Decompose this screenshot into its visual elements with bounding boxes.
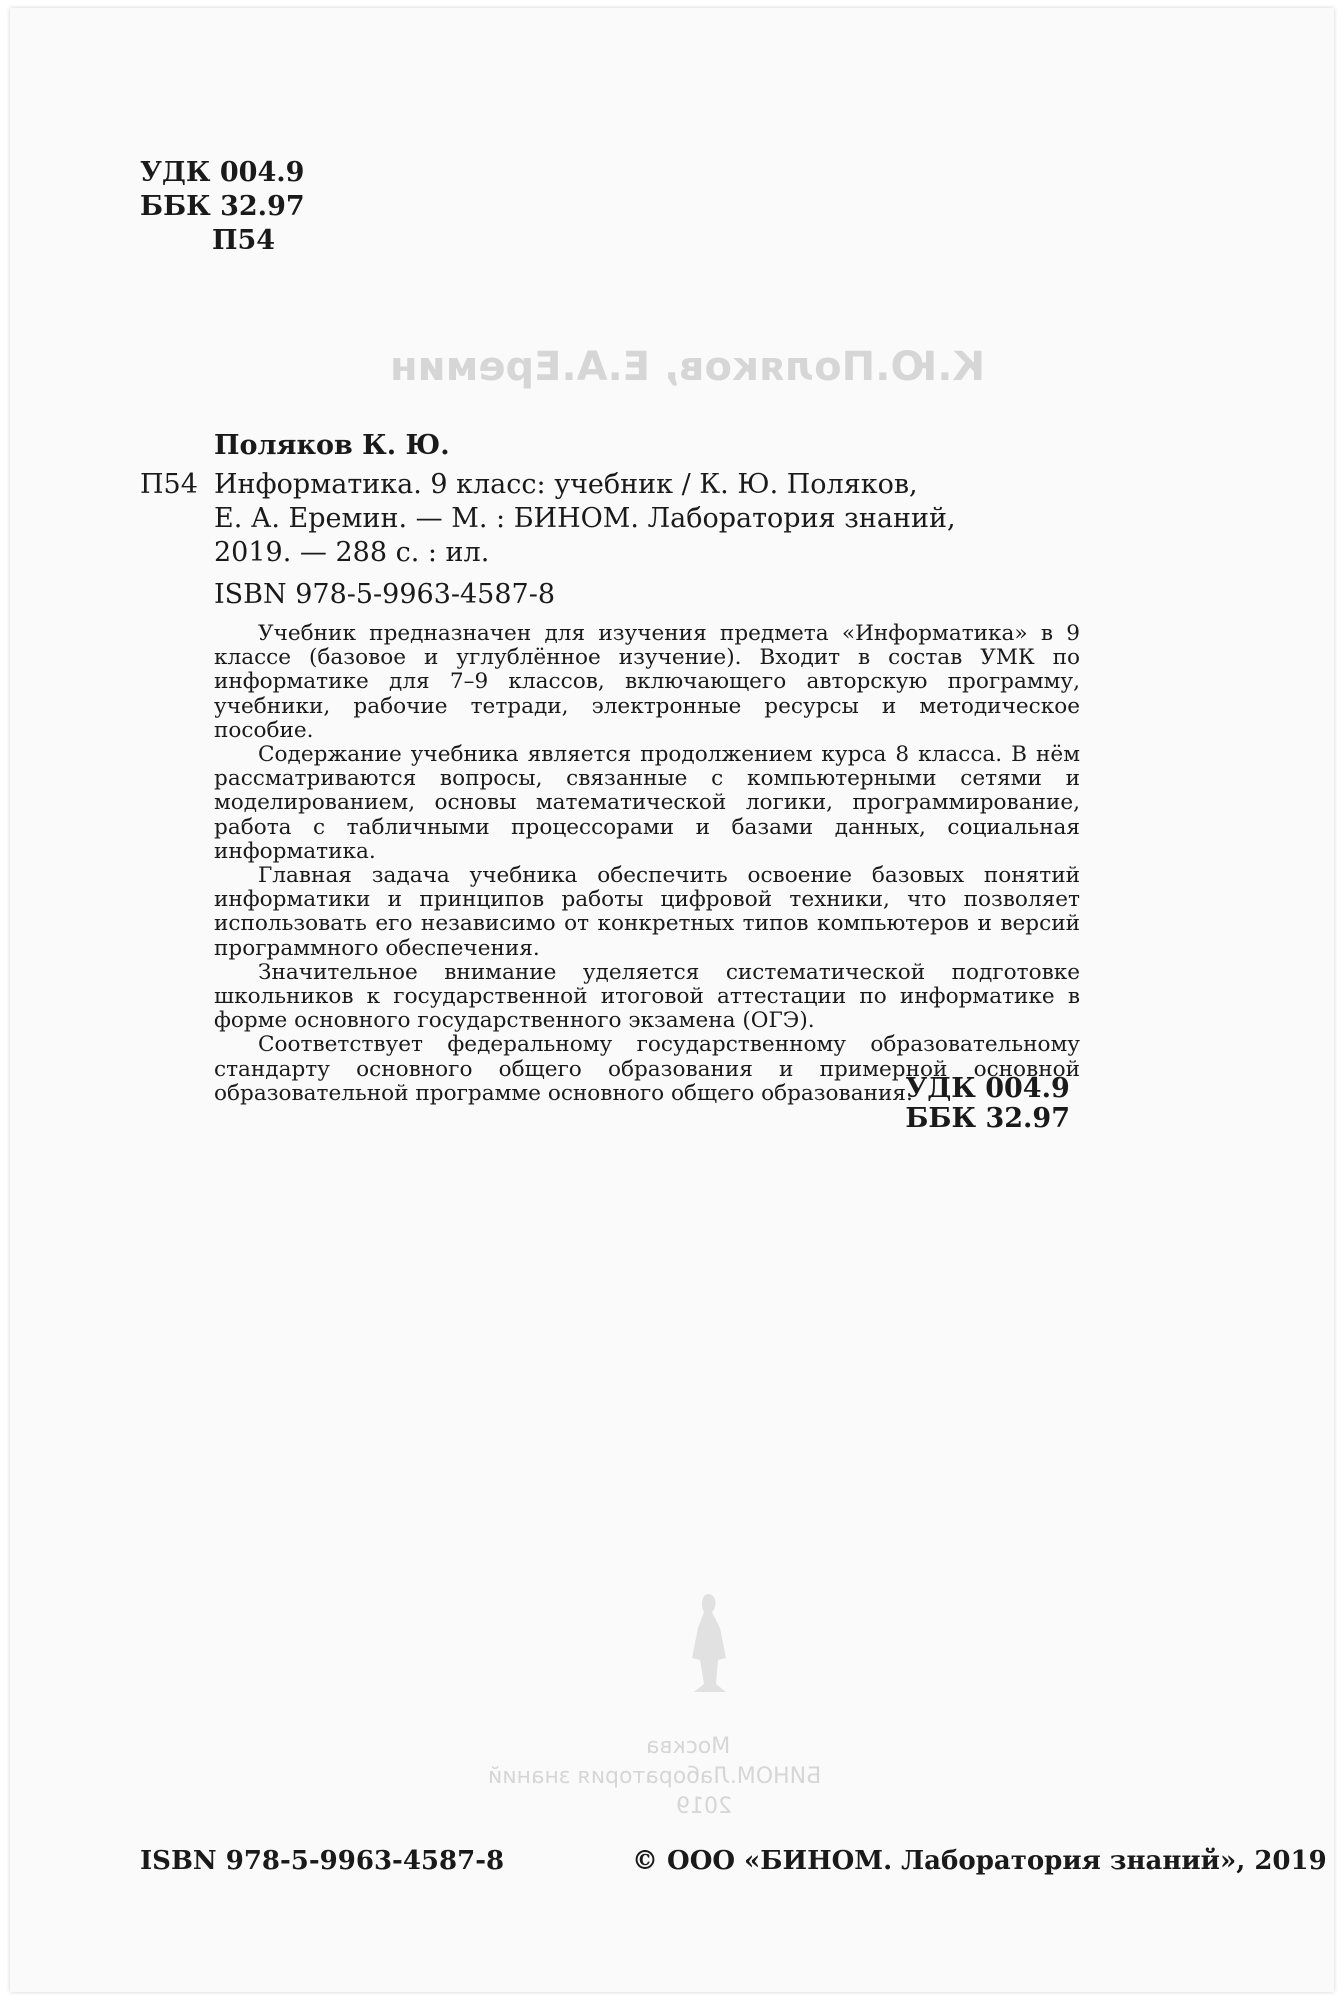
bbk-code: ББК 32.97 [140, 191, 305, 222]
record-title-line-2: Е. А. Еремин. — М. : БИНОМ. Лаборатория знаний, [214, 503, 956, 534]
copyright-notice: © ООО «БИНОМ. Лаборатория знаний», 2019 [632, 1846, 1327, 1876]
page-sheet [10, 8, 1334, 1992]
record-title-line-1 [140, 468, 1080, 502]
annotation-paragraph: Содержание учебника является продолжением курса 8 класса. В нём рассматриваются вопросы, связанные с компьютерными сетями и моделированием, основы математической логики, программирование, работа с табличными процессорами и базами данных, социальная информатика. [214, 742, 1080, 864]
classification-block [140, 156, 305, 258]
author-mark: П54 [212, 225, 276, 256]
annotation [214, 622, 1080, 1106]
annotation-paragraph: Главная задача учебника обеспечить освоение базовых понятий информатики и принципов работы цифровой техники, что позволяет использовать его независимо от конкретных типов компьютеров и версий программного обеспечения. [214, 863, 1080, 961]
footer-isbn: ISBN 978-5-9963-4587-8 [140, 1846, 505, 1876]
bibliographic-record [140, 428, 1080, 1106]
record-author: Поляков К. Ю. [214, 430, 450, 461]
annotation-paragraph: Соответствует федеральному государственному образовательному стандарту основного общего образования и примерной основной образовательной программе основного общего образования. [214, 1032, 1080, 1106]
record-title-line-3: 2019. — 288 с. : ил. [214, 537, 490, 568]
record-code: П54 [140, 469, 198, 500]
udk-code-bottom: УДК 004.9 [905, 1073, 1070, 1104]
show-through-city: Москва [646, 1734, 731, 1759]
show-through-publisher: БИНОМ.Лаборатория знаний [488, 1764, 822, 1789]
show-through-logo [670, 1588, 750, 1698]
annotation-paragraph: Учебник предназначен для изучения предмета «Информатика» в 9 классе (базовое и углублённое изучение). Входит в состав УМК по информатике для 7–9 классов, включающего авторскую программу, учебники, рабочие тетради, электронные ресурсы и методическое пособие. [214, 621, 1080, 743]
record-title-text-1: Информатика. 9 класс: учебник / К. Ю. Поляков, [214, 469, 918, 500]
udk-code: УДК 004.9 [140, 157, 305, 188]
annotation-paragraph: Значительное внимание уделяется систематической подготовке школьников к государственной итоговой аттестации по информатике в форме основного государственного экзамена (ОГЭ). [214, 959, 1080, 1034]
record-isbn: ISBN 978-5-9963-4587-8 [214, 579, 556, 610]
show-through-authors: К.Ю.Поляков, Е.А.Еремин [390, 344, 986, 390]
show-through-year: 2019 [676, 1794, 732, 1819]
classification-footer [905, 1074, 1070, 1134]
bbk-code-bottom: ББК 32.97 [905, 1103, 1070, 1134]
